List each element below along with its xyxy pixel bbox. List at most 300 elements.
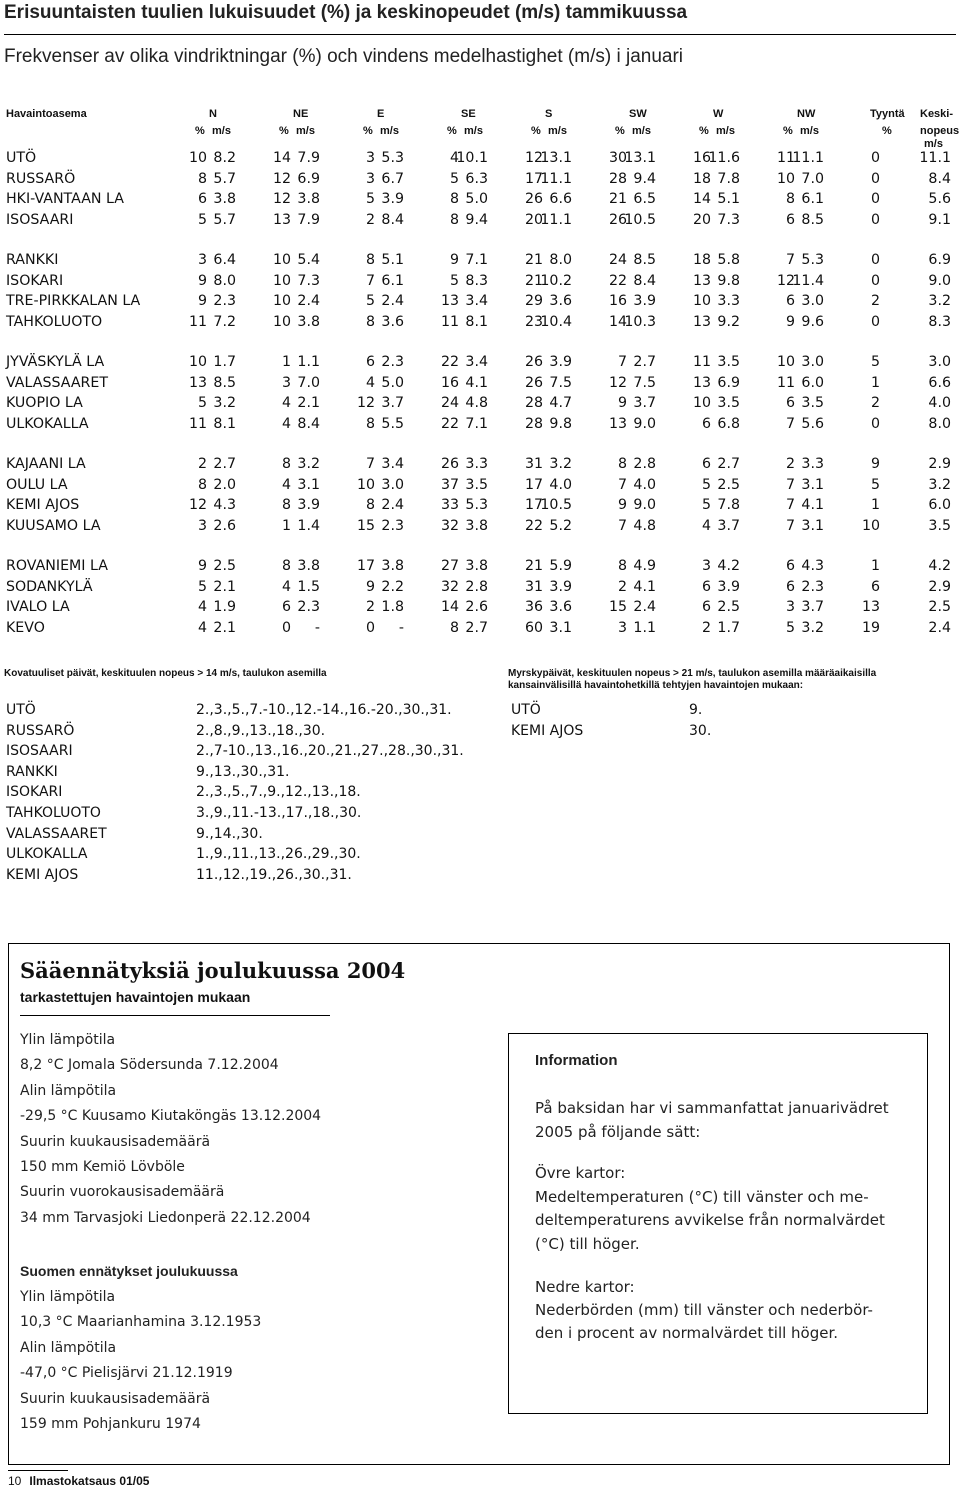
frequency-cell: 5 (449, 272, 459, 289)
speed-cell: 3.4 (381, 456, 404, 472)
speed-cell: 1.1 (633, 619, 656, 636)
frequency-cell: 5 (449, 170, 459, 187)
speed-cell: 9.0 (633, 497, 656, 513)
mean-speed-unit: m/s (924, 138, 943, 150)
speed-cell: 3.3 (717, 293, 740, 309)
speed-cell: 3.6 (549, 293, 572, 309)
storm-days: 3.,9.,11.-13.,17.,18.,30. (196, 805, 362, 821)
pct-label: % (195, 125, 205, 137)
frequency-cell: 8 (449, 619, 459, 636)
table-row (0, 354, 960, 374)
frequency-cell: 0 (870, 170, 880, 187)
frequency-cell: 10 (272, 313, 291, 330)
speed-cell: 2.3 (213, 293, 236, 309)
frequency-cell: 7 (617, 517, 627, 534)
frequency-cell: 21 (524, 252, 543, 268)
station-name: KEMI AJOS (6, 497, 80, 513)
speed-cell: 6.3 (465, 170, 488, 187)
speed-cell: 8.4 (928, 170, 951, 187)
frequency-cell: 13 (188, 374, 207, 391)
frequency-cell: 9 (449, 252, 459, 268)
speed-cell: 1.7 (717, 619, 740, 636)
speed-cell: 3.7 (633, 395, 656, 411)
table-row (0, 395, 960, 415)
table-row (0, 252, 960, 272)
storm-station: ISOSAARI (6, 743, 73, 760)
speed-cell: 6.9 (928, 252, 951, 268)
frequency-cell: 15 (356, 517, 375, 534)
frequency-cell: 9 (617, 497, 627, 513)
station-name: KUOPIO LA (6, 395, 83, 411)
frequency-cell: 11 (188, 415, 207, 432)
speed-cell: 10.3 (624, 313, 656, 330)
frequency-cell: 21 (524, 272, 543, 289)
speed-cell: 5.8 (717, 252, 740, 268)
pct-label: % (615, 125, 625, 137)
frequency-cell: 6 (785, 395, 795, 411)
speed-cell: 8.4 (297, 415, 320, 432)
frequency-cell: 12 (608, 374, 627, 391)
strong-wind-heading: Kovatuuliset päivät, keskituulen nopeus > 14 m/s, taulukon asemilla (4, 668, 327, 679)
speed-cell: 6.6 (928, 374, 951, 391)
speed-cell: 4.1 (801, 497, 824, 513)
table-row (0, 558, 960, 578)
frequency-cell: 5 (365, 191, 375, 207)
speed-cell: 6.0 (928, 497, 951, 513)
speed-cell: 3.8 (465, 517, 488, 534)
frequency-cell: 5 (197, 395, 207, 411)
frequency-cell: 13 (272, 211, 291, 228)
speed-cell: 2.4 (381, 293, 404, 309)
speed-cell: 9.4 (465, 211, 488, 228)
storm-days: 9.,13.,30.,31. (196, 763, 290, 780)
frequency-cell: 26 (440, 456, 459, 472)
pct-label: % (447, 125, 457, 137)
station-name: OULU LA (6, 476, 68, 493)
speed-cell: 3.4 (465, 293, 488, 309)
frequency-cell: 28 (608, 170, 627, 187)
frequency-cell: 22 (440, 354, 459, 370)
speed-cell: 13.1 (540, 150, 572, 166)
frequency-cell: 8 (281, 456, 291, 472)
frequency-cell: 7 (785, 415, 795, 432)
station-header: Havaintoasema (6, 108, 87, 120)
frequency-cell: 6 (197, 191, 207, 207)
frequency-cell: 5 (197, 211, 207, 228)
frequency-cell: 6 (701, 599, 711, 615)
frequency-cell: 9 (197, 558, 207, 574)
frequency-cell: 4 (365, 374, 375, 391)
frequency-cell: 11 (776, 374, 795, 391)
speed-cell: 8.0 (213, 272, 236, 289)
frequency-cell: 4 (281, 395, 291, 411)
frequency-cell: 3 (281, 374, 291, 391)
frequency-cell: 9 (365, 578, 375, 595)
speed-cell: 5.5 (381, 415, 404, 432)
station-name: ULKOKALLA (6, 415, 89, 432)
speed-cell: 6.6 (549, 191, 572, 207)
table-row (0, 375, 960, 395)
station-name: UTÖ (6, 150, 37, 166)
speed-cell: 10.5 (624, 211, 656, 228)
national-record-line: 10,3 °C Maarianhamina 3.12.1953 (20, 1314, 262, 1331)
speed-cell: 8.1 (213, 415, 236, 432)
speed-cell: 3.0 (801, 293, 824, 309)
frequency-cell: 27 (440, 558, 459, 574)
frequency-cell: 0 (365, 619, 375, 636)
speed-cell: 3.7 (381, 395, 404, 411)
frequency-cell: 7 (785, 497, 795, 513)
title-swedish: Frekvenser av olika vindriktningar (%) och vindens medelhastighet (m/s) i januari (4, 46, 684, 67)
frequency-cell: 37 (440, 476, 459, 493)
storm-station: TAHKOLUOTO (6, 805, 101, 821)
record-line: 150 mm Kemiö Lövböle (20, 1159, 185, 1175)
speed-cell: 2.8 (633, 456, 656, 472)
frequency-cell: 16 (692, 150, 711, 166)
storm-days: 2.,8.,9.,13.,18.,30. (196, 722, 326, 739)
frequency-cell: 8 (449, 191, 459, 207)
frequency-cell: 13 (692, 313, 711, 330)
speed-cell: 3.3 (465, 456, 488, 472)
record-line: Alin lämpötila (20, 1082, 117, 1099)
frequency-cell: 9 (617, 395, 627, 411)
info-line: (°C) till höger. (535, 1235, 640, 1253)
frequency-cell: 23 (524, 313, 543, 330)
frequency-cell: 10 (272, 272, 291, 289)
frequency-cell: 2 (365, 211, 375, 228)
frequency-cell: 31 (524, 456, 543, 472)
frequency-cell: 3 (197, 517, 207, 534)
station-name: KUUSAMO LA (6, 517, 101, 534)
frequency-cell: 26 (524, 374, 543, 391)
storm-days: 11.,12.,19.,26.,30.,31. (196, 866, 352, 883)
speed-cell: 9.0 (928, 272, 951, 289)
frequency-cell: 22 (524, 517, 543, 534)
speed-cell: 3.2 (928, 293, 951, 309)
frequency-cell: 13 (440, 293, 459, 309)
speed-cell: 3.0 (801, 354, 824, 370)
station-name: ROVANIEMI LA (6, 558, 108, 574)
frequency-cell: 13 (608, 415, 627, 432)
info-title: Information (535, 1052, 618, 1069)
speed-cell: 8.0 (549, 252, 572, 268)
speed-cell: 3.9 (549, 578, 572, 595)
storm-station: KEMI AJOS (6, 866, 79, 883)
frequency-cell: 10 (356, 476, 375, 493)
speed-cell: 7.8 (717, 170, 740, 187)
speed-cell: 6.9 (297, 170, 320, 187)
records-divider (20, 1015, 330, 1016)
station-name: SODANKYLÄ (6, 578, 93, 595)
frequency-cell: 10 (188, 354, 207, 370)
speed-cell: 3.9 (381, 191, 404, 207)
speed-cell: 8.5 (633, 252, 656, 268)
frequency-cell: 14 (692, 191, 711, 207)
frequency-cell: 17 (524, 476, 543, 493)
frequency-cell: 18 (692, 252, 711, 268)
frequency-cell: 6 (785, 293, 795, 309)
table-row (0, 579, 960, 599)
pct-label: % (279, 125, 289, 137)
speed-cell: 3.1 (297, 476, 320, 493)
speed-cell: 5.7 (213, 211, 236, 228)
frequency-cell: 33 (440, 497, 459, 513)
speed-cell: 6.1 (801, 191, 824, 207)
speed-cell: 10.4 (540, 313, 572, 330)
frequency-cell: 7 (785, 476, 795, 493)
speed-cell: 2.3 (801, 578, 824, 595)
speed-cell: 11.1 (540, 170, 572, 187)
frequency-cell: 16 (608, 293, 627, 309)
speed-cell: 3.2 (801, 619, 824, 636)
national-record-line: -47,0 °C Pielisjärvi 21.12.1919 (20, 1365, 233, 1382)
frequency-cell: 60 (524, 619, 543, 636)
speed-cell: 7.1 (465, 415, 488, 432)
speed-cell: 8.5 (801, 211, 824, 228)
table-row (0, 314, 960, 334)
direction-header: W (713, 108, 724, 120)
table-row (0, 293, 960, 313)
frequency-cell: 20 (524, 211, 543, 228)
speed-cell: 5.3 (801, 252, 824, 268)
frequency-cell: 12 (188, 497, 207, 513)
frequency-cell: 24 (608, 252, 627, 268)
speed-cell: 2.1 (213, 619, 236, 636)
speed-cell: 3.9 (717, 578, 740, 595)
table-row (0, 171, 960, 191)
speed-cell: 3.8 (297, 313, 320, 330)
frequency-cell: 5 (365, 293, 375, 309)
speed-cell: 5.0 (465, 191, 488, 207)
speed-cell: 3.9 (297, 497, 320, 513)
frequency-cell: 22 (608, 272, 627, 289)
record-line: Suurin kuukausisademäärä (20, 1133, 211, 1150)
speed-cell: 3.5 (801, 395, 824, 411)
ms-label: m/s (716, 125, 735, 137)
speed-cell: 8.0 (928, 415, 951, 432)
frequency-cell: 22 (440, 415, 459, 432)
frequency-cell: 12 (776, 272, 795, 289)
frequency-cell: 1 (870, 497, 880, 513)
speed-cell: 3.2 (213, 395, 236, 411)
frequency-cell: 0 (870, 252, 880, 268)
speed-cell: 3.2 (928, 476, 951, 493)
speed-cell: 9.2 (717, 313, 740, 330)
frequency-cell: 18 (692, 170, 711, 187)
frequency-cell: 3 (365, 150, 375, 166)
station-name: HKI-VANTAAN LA (6, 191, 124, 207)
speed-cell: 7.3 (717, 211, 740, 228)
direction-header: NE (293, 108, 309, 120)
frequency-cell: 0 (870, 272, 880, 289)
frequency-cell: 30 (608, 150, 627, 166)
speed-cell: 8.4 (633, 272, 656, 289)
frequency-cell: 12 (356, 395, 375, 411)
frequency-cell: 8 (617, 558, 627, 574)
records-title: Sääennätyksiä joulukuussa 2004 (20, 958, 406, 983)
frequency-cell: 8 (281, 497, 291, 513)
frequency-cell: 6 (785, 578, 795, 595)
frequency-cell: 12 (524, 150, 543, 166)
speed-cell: 3.4 (465, 354, 488, 370)
speed-cell: 4.2 (717, 558, 740, 574)
frequency-cell: 10 (776, 354, 795, 370)
storm-station: UTÖ (511, 702, 541, 718)
speed-cell: 8.3 (928, 313, 951, 330)
speed-cell: 4.8 (633, 517, 656, 534)
frequency-cell: 1 (870, 558, 880, 574)
frequency-cell: 17 (356, 558, 375, 574)
speed-cell: 7.3 (297, 272, 320, 289)
direction-header: S (545, 108, 553, 120)
speed-cell: 3.9 (633, 293, 656, 309)
speed-cell: 6.5 (633, 191, 656, 207)
speed-cell: 1.9 (213, 599, 236, 615)
speed-cell: 7.2 (213, 313, 236, 330)
speed-cell: 9.0 (633, 415, 656, 432)
record-line: Ylin lämpötila (20, 1032, 116, 1048)
speed-cell: 5.1 (381, 252, 404, 268)
frequency-cell: 1 (870, 374, 880, 391)
pct-label: % (531, 125, 541, 137)
storm-station: KEMI AJOS (511, 722, 584, 739)
frequency-cell: 5 (197, 578, 207, 595)
speed-cell: 2.6 (465, 599, 488, 615)
frequency-cell: 8 (785, 191, 795, 207)
frequency-cell: 8 (449, 211, 459, 228)
frequency-cell: 6 (870, 578, 880, 595)
info-line: 2005 på följande sätt: (535, 1123, 701, 1141)
speed-cell: 3.1 (549, 619, 572, 636)
frequency-cell: 5 (870, 476, 880, 493)
speed-cell: 6.9 (717, 374, 740, 391)
table-row (0, 599, 960, 619)
calm-pct-label: % (882, 125, 892, 137)
frequency-cell: 2 (870, 293, 880, 309)
speed-cell: 11.6 (708, 150, 740, 166)
speed-cell: 11.1 (919, 150, 951, 166)
speed-cell: 1.4 (297, 517, 320, 534)
frequency-cell: 28 (524, 415, 543, 432)
frequency-cell: 0 (870, 191, 880, 207)
frequency-cell: 11 (776, 150, 795, 166)
storm-days: 9.,14.,30. (196, 825, 263, 842)
frequency-cell: 10 (692, 293, 711, 309)
frequency-cell: 3 (785, 599, 795, 615)
storm-days: 2.,3.,5.,7.-10.,12.-14.,16.-20.,30.,31. (196, 702, 452, 718)
speed-cell: 3.8 (381, 558, 404, 574)
speed-cell: 2.1 (213, 578, 236, 595)
frequency-cell: 8 (197, 170, 207, 187)
calm-header: Tyyntä (870, 108, 905, 120)
frequency-cell: 29 (524, 293, 543, 309)
speed-cell: 9.1 (928, 211, 951, 228)
frequency-cell: 32 (440, 578, 459, 595)
frequency-cell: 14 (272, 150, 291, 166)
speed-cell: 2.2 (381, 578, 404, 595)
speed-cell: 1.8 (381, 599, 404, 615)
frequency-cell: 4 (281, 415, 291, 432)
speed-cell: 3.7 (801, 599, 824, 615)
station-name: TRE-PIRKKALAN LA (6, 293, 141, 309)
frequency-cell: 12 (272, 170, 291, 187)
frequency-cell: 13 (692, 272, 711, 289)
frequency-cell: 1 (281, 517, 291, 534)
record-line: Suurin vuorokausisademäärä (20, 1184, 225, 1201)
frequency-cell: 8 (617, 456, 627, 472)
speed-cell: 2.7 (717, 456, 740, 472)
frequency-cell: 8 (365, 415, 375, 432)
mean-speed-header-2: nopeus (920, 125, 960, 137)
table-row (0, 456, 960, 476)
speed-cell: 5.3 (465, 497, 488, 513)
speed-cell: 7.5 (633, 374, 656, 391)
frequency-cell: 26 (608, 211, 627, 228)
frequency-cell: 2 (701, 619, 711, 636)
station-name: KAJAANI LA (6, 456, 86, 472)
table-row (0, 416, 960, 436)
speed-cell: 8.2 (213, 150, 236, 166)
frequency-cell: 9 (870, 456, 880, 472)
speed-cell: 7.0 (297, 374, 320, 391)
storm-days: 2.,7-10.,13.,16.,20.,21.,27.,28.,30.,31. (196, 743, 464, 760)
frequency-cell: 5 (785, 619, 795, 636)
speed-cell: 8.5 (213, 374, 236, 391)
speed-cell: 2.5 (213, 558, 236, 574)
mean-speed-header: Keski- (920, 108, 954, 120)
speed-cell: 4.9 (633, 558, 656, 574)
info-line: deltemperaturens avvikelse från normalvärdet (535, 1211, 885, 1229)
speed-cell: 10.1 (456, 150, 488, 166)
speed-cell: 2.4 (297, 293, 320, 309)
frequency-cell: 5 (701, 497, 711, 513)
divider (4, 34, 956, 35)
storm-station: ISOKARI (6, 784, 63, 801)
speed-cell: 3.6 (381, 313, 404, 330)
speed-cell: 11.1 (540, 211, 572, 228)
records-subtitle: tarkastettujen havaintojen mukaan (20, 989, 251, 1005)
direction-header: SE (461, 108, 476, 120)
speed-cell: 9.8 (549, 415, 572, 432)
speed-cell: 2.7 (465, 619, 488, 636)
frequency-cell: 0 (281, 619, 291, 636)
direction-header: E (377, 108, 385, 120)
info-line: Övre kartor: (535, 1164, 626, 1182)
direction-header: NW (797, 108, 816, 120)
speed-cell: 3.3 (801, 456, 824, 472)
frequency-cell: 7 (617, 354, 627, 370)
frequency-cell: 21 (524, 558, 543, 574)
speed-cell: 8.1 (465, 313, 488, 330)
speed-cell: 5.1 (717, 191, 740, 207)
frequency-cell: 6 (281, 599, 291, 615)
speed-cell: 11.4 (792, 272, 824, 289)
station-name: RUSSARÖ (6, 170, 76, 187)
frequency-cell: 10 (272, 293, 291, 309)
frequency-cell: 7 (785, 517, 795, 534)
speed-cell: 4.3 (213, 497, 236, 513)
speed-cell: 2.4 (928, 619, 951, 636)
speed-cell: 6.8 (717, 415, 740, 432)
speed-cell: 5.9 (549, 558, 572, 574)
station-name: ISOKARI (6, 272, 64, 289)
speed-cell: 4.8 (465, 395, 488, 411)
footer (8, 1474, 149, 1488)
info-line: På baksidan har vi sammanfattat januarivädret (535, 1099, 889, 1117)
storm-heading-2: kansainvälisillä havaintohetkillä tehtyjen havaintojen mukaan: (508, 680, 804, 691)
speed-cell: 3.5 (928, 517, 951, 534)
speed-cell: 5.2 (549, 517, 572, 534)
